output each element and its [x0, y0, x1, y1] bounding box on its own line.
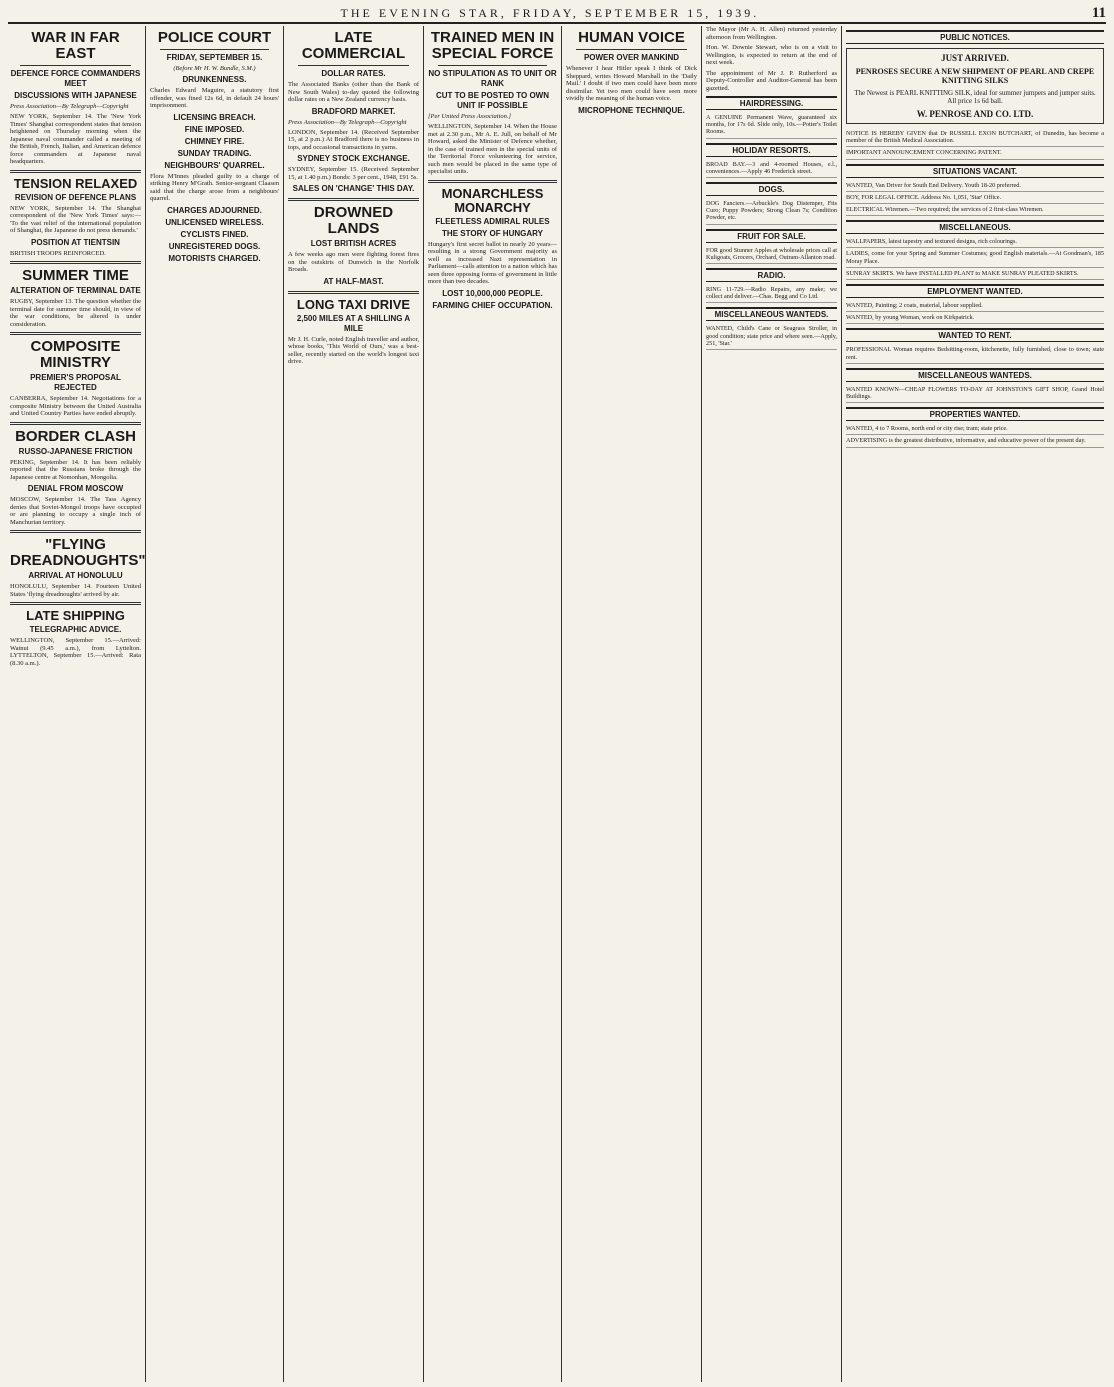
- columns: [6, 26, 1108, 1382]
- subhead-half-mast: AT HALF-MAST.: [323, 276, 384, 286]
- subhead-honolulu: ARRIVAL AT HONOLULU: [28, 571, 123, 580]
- subhead-tientsin: POSITION AT TIENTSIN: [31, 237, 120, 247]
- masthead: [8, 4, 1106, 24]
- personal-item: The Mayor (Mr A. H. Allen) returned yesterday afternoon from Wellington.: [706, 26, 837, 41]
- headline-human-voice: HUMAN VOICE: [578, 29, 685, 46]
- subhead-telegraphic: TELEGRAPHIC ADVICE.: [29, 625, 122, 634]
- headline-flying-dreadnoughts: "FLYING DREADNOUGHTS": [10, 536, 146, 569]
- classified-ad: BOY, FOR LEGAL OFFICE. Address No. 1,051, 'Star' Office.: [846, 192, 1104, 204]
- headline-monarchless: MONARCHLESS MONARCHY: [441, 185, 544, 215]
- classified-ad: WANTED, 4 to 7 Rooms, north end or city rise; tram; state price.: [846, 423, 1104, 435]
- subhead-farming: FARMING CHIEF OCCUPATION.: [432, 300, 553, 310]
- subhead-microphone: MICROPHONE TECHNIQUE.: [578, 105, 685, 115]
- subhead-adjourned: CHARGES ADJOURNED.: [167, 205, 262, 215]
- section-public-notices: PUBLIC NOTICES.: [846, 30, 1104, 44]
- article-body: The Associated Banks (other than the Bank of New South Wales) to-day quoted the following dollar rates on a New Zealand currency basis.: [288, 81, 419, 103]
- headline-late-commercial: LATE COMMERCIAL: [301, 29, 406, 62]
- just-arrived: JUST ARRIVED.: [941, 53, 1009, 63]
- notice: IMPORTANT ANNOUNCEMENT CONCERNING PATENT.: [846, 147, 1104, 159]
- section-wanted-to-rent: WANTED TO RENT.: [846, 328, 1104, 342]
- classified-ad: A GENUINE Permanent Wave, guaranteed six months, for 17s 6d. Slide only, 10s.—Potter's Toilet Rooms.: [706, 112, 837, 139]
- subhead-power-mankind: POWER OVER MANKIND: [583, 53, 680, 62]
- article-body: NEW YORK, September 14. The Shanghai correspondent of the 'New York Times' says:— 'To the vast relief of the international population of Shanghai, the Japanese do not press demands.': [10, 204, 141, 234]
- section-holiday-resorts: HOLIDAY RESORTS.: [706, 143, 837, 157]
- classified-ad: SUNRAY SKIRTS. We have INSTALLED PLANT to MAKE SUNRAY PLEATED SKIRTS.: [846, 268, 1104, 280]
- classified-ad: LADIES, come for your Spring and Summer Costumes; good English materials.—At Goodman's, 185 Moray Place.: [846, 248, 1104, 267]
- credit-line: Press Association—By Telegraph—Copyright: [288, 118, 407, 126]
- classified-ad: ELECTRICAL Wiremen.—Two required; the services of 2 first-class Wiremen.: [846, 204, 1104, 216]
- article-body: WELLINGTON, September 14. When the House met at 2.30 p.m., Mr A. E. Jull, on behalf of Mr Howard, asked the Minister of Defence whether, in the case of trained men in the special units of the Territorial Force volunteering for service, such men would be placed in the same type of specialist units.: [428, 123, 557, 175]
- headline-war-in-far-east: WAR IN FAR EAST: [31, 29, 120, 62]
- subhead-licensing: LICENSING BREACH.: [173, 112, 256, 122]
- headline-tension-relaxed: TENSION RELAXED: [13, 175, 138, 191]
- article-body: Hungary's first secret ballot in nearly 20 years—resulting in a strong Government majority as well as increased Nazi representation in Parliament—calls attention to a nation which has seen three opposing forms of government in little more than two decades.: [428, 240, 557, 285]
- column-classifieds: [842, 26, 1108, 1382]
- article-body: MOSCOW, September 14. The Tass Agency denies that Soviet-Mongol troops have occupied or are planning to occupy a single inch of Manchurian territory.: [10, 496, 141, 526]
- section-fruit: FRUIT FOR SALE.: [706, 229, 837, 243]
- subhead-dogs: UNREGISTERED DOGS.: [168, 241, 261, 251]
- headline-composite-ministry: COMPOSITE MINISTRY: [30, 338, 121, 371]
- section-properties-wanted: PROPERTIES WANTED.: [846, 407, 1104, 421]
- section-miscellaneous: MISCELLANEOUS.: [846, 220, 1104, 234]
- classified-ad: BROAD BAY.—3 and 4-roomed Houses, e.l., conveniences.—Apply 46 Frederick street.: [706, 159, 837, 178]
- subhead-motorists: MOTORISTS CHARGED.: [168, 253, 261, 263]
- subhead-shilling-mile: 2,500 MILES AT A SHILLING A MILE: [296, 313, 411, 333]
- subhead-revision: REVISION OF DEFENCE PLANS: [14, 192, 137, 202]
- headline-long-taxi: LONG TAXI DRIVE: [296, 296, 411, 312]
- article-body: A few weeks ago men were fighting forest fires on the outskirts of Dunwich in the Norfolk Broads.: [288, 251, 419, 273]
- subhead-wireless: UNLICENSED WIRELESS.: [165, 217, 264, 227]
- subhead-cyclists: CYCLISTS FINED.: [180, 229, 249, 239]
- subhead-russo-japanese: RUSSO-JAPANESE FRICTION: [18, 446, 133, 456]
- magistrate-line: (Before Mr H. W. Bundle, S.M.): [173, 65, 256, 72]
- classified-ad: WANTED, Child's Cane or Seagrass Stroller, in good condition; state price and where seen.—Apply, 251, 'Star.': [706, 323, 837, 350]
- subhead-dollar-rates: DOLLAR RATES.: [321, 69, 386, 78]
- section-situations-vacant: SITUATIONS VACANT.: [846, 164, 1104, 178]
- classified-ad: WANTED KNOWN—CHEAP FLOWERS TO-DAY AT JOHNSTON'S GIFT SHOP, Grand Hotel Buildings.: [846, 384, 1104, 403]
- headline-police-court: POLICE COURT: [157, 29, 272, 46]
- classified-ad: DOG Fanciers.—Arbuckle's Dog Distemper, Fits Curo; Puppy Powders; Strong Clean 7s; Condition Powder, etc.: [706, 198, 837, 225]
- section-misc-wanteds-2: MISCELLANEOUS WANTEDS.: [846, 368, 1104, 382]
- classified-ad: WANTED, Van Driver for South End Delivery. Youth 18-20 preferred.: [846, 180, 1104, 192]
- credit-line: Press Association—By Telegraph—Copyright: [10, 103, 129, 110]
- column-personal: [702, 26, 842, 1382]
- classified-ad: WANTED, Painting; 2 coats, material, labour supplied.: [846, 300, 1104, 312]
- headline-trained-men: TRAINED MEN IN SPECIAL FORCE: [430, 29, 555, 62]
- masthead-title: THE EVENING STAR, FRIDAY, SEPTEMBER 15, 1939.: [340, 5, 760, 20]
- article-body: HONOLULU, September 14. Fourteen United States 'flying dreadnoughts' arrived by air.: [10, 583, 141, 598]
- subhead-drunkenness: DRUNKENNESS.: [182, 75, 247, 84]
- subhead-neighbours: NEIGHBOURS' QUARREL.: [164, 160, 265, 170]
- section-dogs: DOGS.: [706, 182, 837, 196]
- article-body: Charles Edward Maguire, a statutory first offender, was fined 12s 6d, in default 24 hours' imprisonment.: [150, 87, 279, 109]
- advert-title: PENROSES SECURE A NEW SHIPMENT OF PEARL AND CREPE KNITTING SILKS: [855, 67, 1095, 85]
- subhead-alteration: ALTERATION OF TERMINAL DATE: [10, 286, 141, 295]
- column-war-far-east: [6, 26, 146, 1382]
- column-human-voice: [562, 26, 702, 1382]
- subhead-fine: FINE IMPOSED.: [184, 124, 245, 134]
- personal-item: The appointment of Mr J. P. Rutherford as Deputy-Controller and Auditor-General has been gazetted.: [706, 69, 837, 92]
- article-body: Mr J. H. Curle, noted English traveller and author, whose books, 'This World of Ours,' was a best-seller, recently started on the world's longest taxi drive.: [288, 335, 419, 365]
- column-late-commercial: [284, 26, 424, 1382]
- subhead-no-stipulation: NO STIPULATION AS TO UNIT OR RANK: [428, 69, 557, 88]
- subhead-bradford: BRADFORD MARKET.: [311, 106, 396, 116]
- headline-summer-time: SUMMER TIME: [22, 267, 129, 284]
- column-police-court: [146, 26, 284, 1382]
- article-body: Whenever I hear Hitler speak I think of Dick Sheppard, writes Howard Marshall in the 'Daily Mail.' I doubt if two men could have been more dissimilar. Yet two men could have seen more vividly the meaning of the human voice.: [566, 65, 697, 102]
- article-body: PEKING, September 14. It has been reliably reported that the Russians broke through the Japanese centre at Nomonhan, Mongolia.: [10, 458, 141, 481]
- column-trained-men: [424, 26, 562, 1382]
- article-body: SYDNEY, September 15. (Received September 15, at 1.40 p.m.) Bonds: 3 per cent., 1948, £91 5s.: [288, 166, 419, 181]
- page-number: 11: [1091, 4, 1106, 21]
- headline-defence-commanders: DEFENCE FORCE COMMANDERS MEET: [10, 69, 141, 88]
- article-body: Flora M'Innes pleaded guilty to a charge of striking Henry M'Grath. Senior-sergeant Claasen said that the charge arose from a neighbours' quarrel.: [150, 172, 279, 202]
- classified-ad: RING 11-729.—Radio Repairs, any make; we collect and deliver.—Chas. Begg and Co Ltd.: [706, 284, 837, 303]
- subhead-premier-proposal: PREMIER'S PROPOSAL REJECTED: [30, 373, 121, 392]
- section-hairdressing: HAIRDRESSING.: [706, 96, 837, 110]
- credit-line: [Per United Press Association.]: [428, 113, 512, 120]
- article-body: RUGBY, September 13. The question whether the terminal date for summer time should, in view of the war conditions, be altered is under consideration.: [10, 298, 141, 328]
- subhead-story-hungary: THE STORY OF HUNGARY: [442, 228, 543, 238]
- classified-ad: WANTED, by young Woman, work on Kirkpatrick.: [846, 312, 1104, 324]
- section-radio: RADIO.: [706, 268, 837, 282]
- headline-drowned-lands: DROWNED LANDS: [313, 204, 394, 237]
- headline-border-clash: BORDER CLASH: [15, 427, 136, 445]
- subhead-lost-people: LOST 10,000,000 PEOPLE.: [442, 288, 543, 298]
- personal-item: Hon. W. Downie Stewart, who is on a visit to Wellington, is expected to return at the end of next week.: [706, 44, 837, 66]
- article-body: NEW YORK, September 14. The 'New York Times' Shanghai correspondent states that tension heightened on Thursday morning when the Japanese naval commander called a meeting of the British, French, Italian, and American defence force commanders at Japanese naval headquarters.: [10, 113, 141, 165]
- subhead-sydney: SYDNEY STOCK EXCHANGE.: [297, 154, 410, 163]
- section-misc-wanteds: MISCELLANEOUS WANTEDS.: [706, 307, 837, 321]
- subhead-discussions: DISCUSSIONS WITH JAPANESE: [14, 91, 137, 100]
- subhead-sunday-trading: SUNDAY TRADING.: [177, 148, 252, 158]
- classified-ad: ADVERTISING is the greatest distributive, informative, and educative power of the present day.: [846, 435, 1104, 447]
- classified-ad: WALLPAPERS, latest tapestry and textured designs, rich colourings.: [846, 236, 1104, 248]
- subhead-sales: SALES ON 'CHANGE' THIS DAY.: [292, 184, 415, 193]
- classified-ad: FOR good Stunner Apples at wholesale prices call at Kuligoats, Grocers, Orchard, Outram-Allanton road.: [706, 245, 837, 264]
- article-body: CANBERRA, September 14. Negotiations for a composite Ministry between the United Australia and United Country Parties have ended abruptly.: [10, 395, 141, 417]
- subhead-chimney: CHIMNEY FIRE.: [184, 136, 245, 146]
- article-body: BRITISH TROOPS REINFORCED.: [10, 249, 106, 257]
- classified-ad: PROFESSIONAL Woman requires Bedsitting-room, kitchenette, fully furnished, close to town; state rent.: [846, 344, 1104, 363]
- subhead-fleetless-admiral: FLEETLESS ADMIRAL RULES: [435, 216, 550, 226]
- article-body: LONDON, September 14. (Received September 15, at 2 p.m.) At Bradford there is no business in tops, and occasional transactions in yarns.: [288, 128, 419, 151]
- subhead-own-unit: CUT TO BE POSTED TO OWN UNIT IF POSSIBLE: [435, 91, 550, 110]
- advert-signature: W. PENROSE AND CO. LTD.: [916, 109, 1034, 119]
- article-body: WELLINGTON, September 15.—Arrived: Wainui (9.45 a.m.), from Lyttelton. LYTTELTON, September 15.—Arrived: Rata (8.30 a.m.).: [10, 637, 141, 667]
- section-employment-wanted: EMPLOYMENT WANTED.: [846, 284, 1104, 298]
- penrose-advert: [846, 48, 1104, 124]
- subhead-lost-acres: LOST BRITISH ACRES: [310, 239, 397, 248]
- subhead-denial-moscow: DENIAL FROM MOSCOW: [27, 484, 124, 493]
- notice: NOTICE IS HEREBY GIVEN that Dr RUSSELL EXON BUTCHART, of Dunedin, has become a member of the British Medical Association.: [846, 128, 1104, 147]
- headline-late-shipping: LATE SHIPPING: [26, 608, 125, 623]
- dateline: FRIDAY, SEPTEMBER 15.: [166, 53, 263, 62]
- advert-body: The Newest is PEARL KNITTING SILK, ideal for summer jumpers and jumper suits. All price 1s 6d ball.: [854, 89, 1096, 105]
